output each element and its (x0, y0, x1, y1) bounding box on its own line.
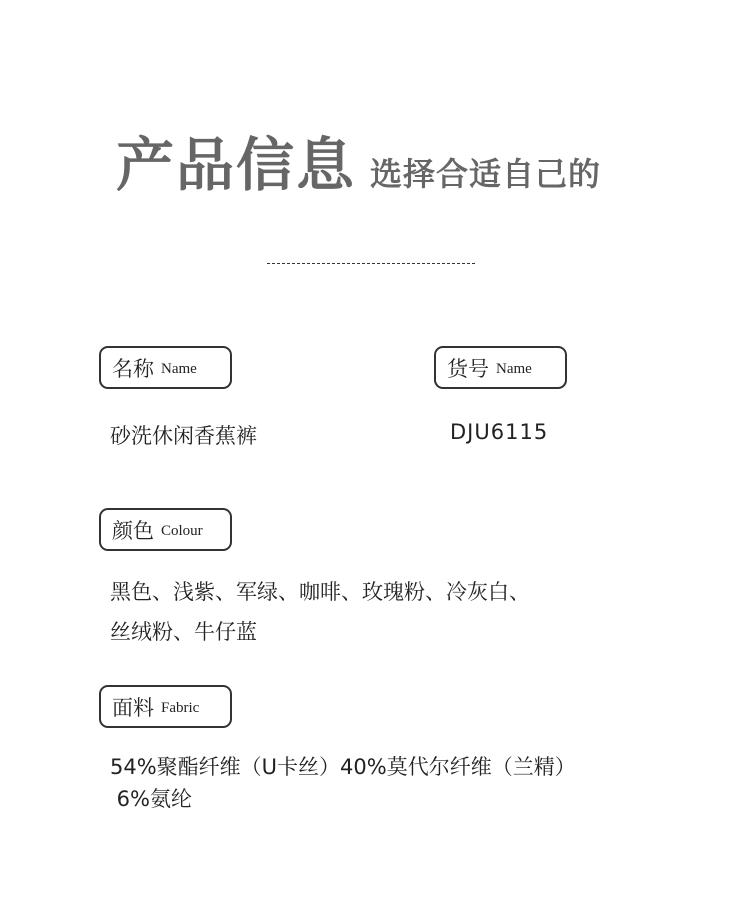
colour-value-line: 丝绒粉、牛仔蓝 (110, 620, 257, 644)
title-subtitle: 选择合适自己的 (370, 155, 602, 193)
colour-label-cn: 颜色 (112, 518, 154, 543)
name-value: 砂洗休闲香蕉裤 (110, 424, 257, 448)
fabric-label-en: Fabric (161, 700, 200, 716)
colour-value-line: 黑色、浅紫、军绿、咖啡、玫瑰粉、冷灰白、 (110, 580, 530, 604)
name-label-cn: 名称 (112, 356, 154, 381)
item-no-label-box (434, 346, 567, 389)
colour-label-box (99, 508, 232, 551)
fabric-value-line: 6%氨纶 (110, 787, 192, 811)
item-no-label-en: Name (496, 361, 532, 377)
colour-label-en: Colour (161, 523, 203, 539)
item-no-label-cn: 货号 (447, 356, 489, 381)
colour-value (110, 572, 530, 652)
name-label-en: Name (161, 361, 197, 377)
dashed-divider (267, 263, 475, 264)
fabric-value-line: 54%聚酯纤维（U卡丝）40%莫代尔纤维（兰精） (110, 755, 576, 779)
item-no-value: DJU6115 (450, 420, 549, 444)
fabric-label-cn: 面料 (112, 695, 154, 720)
fabric-label-box (99, 685, 232, 728)
title-main: 产品信息 (116, 131, 357, 199)
name-label-box (99, 346, 232, 389)
page-title (116, 118, 601, 202)
fabric-value (110, 751, 576, 815)
